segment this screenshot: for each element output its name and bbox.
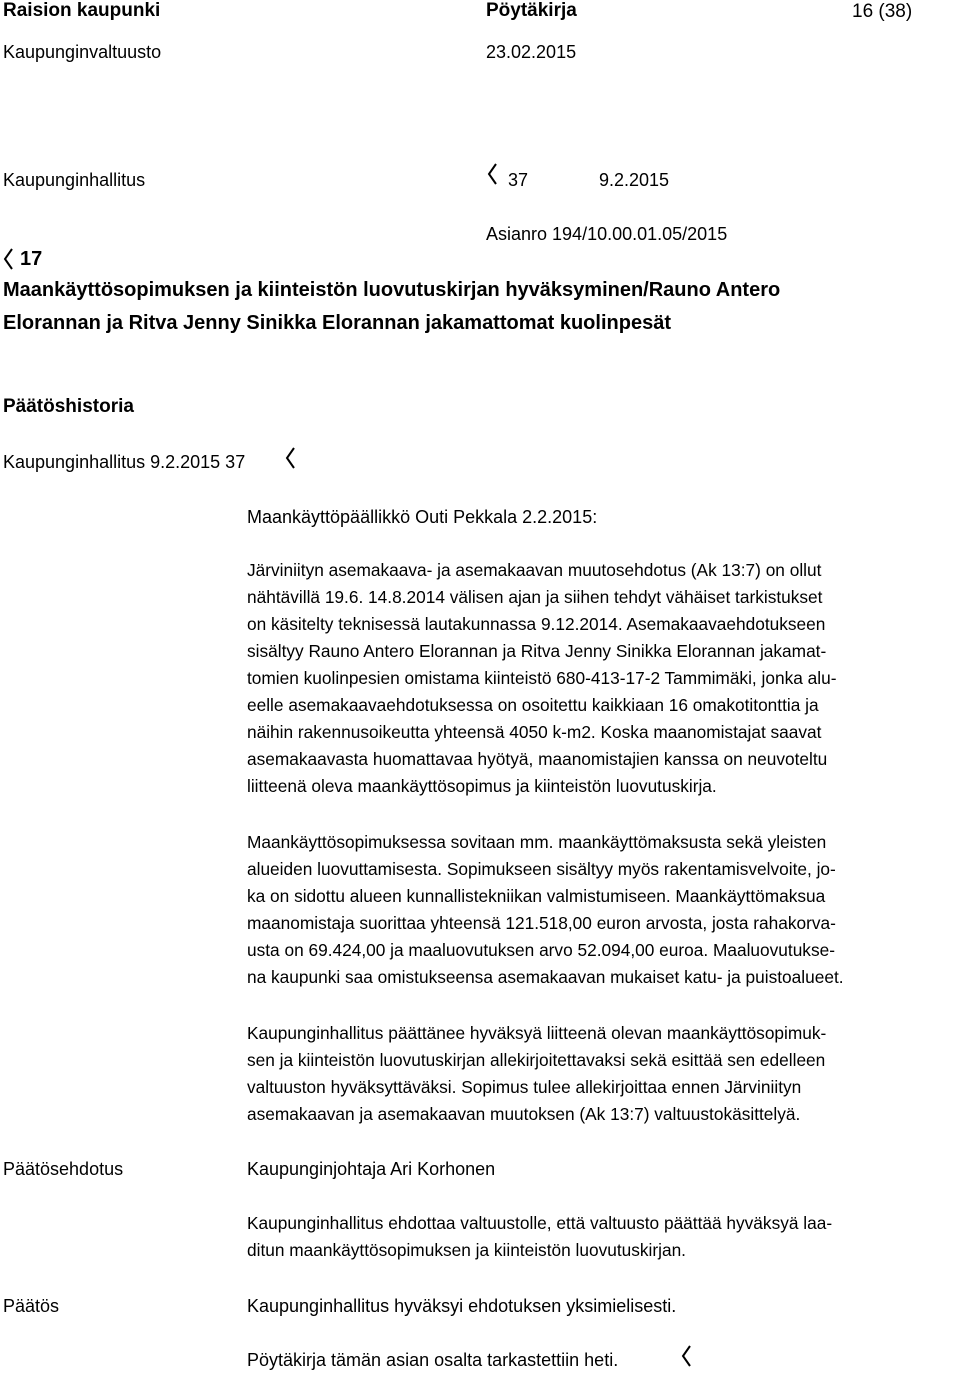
body-name: Kaupunginvaltuusto	[3, 42, 162, 62]
paragraph-line: Järviniityn asemakaava- ja asemakaavan muutosehdotus (Ak 13:7) on ollut	[247, 560, 822, 580]
history-entry: Kaupunginhallitus 9.2.2015 37	[3, 452, 246, 472]
paragraph-line: ka on sidottu alueen kunnallistekniikan valmistumiseen. Maankäyttömaksua	[247, 886, 826, 906]
proposal-proposer: Kaupunginjohtaja Ari Korhonen	[247, 1159, 496, 1179]
reference-date: 9.2.2015	[599, 170, 670, 190]
section-mark-icon	[680, 1342, 694, 1372]
page-number: 16 (38)	[852, 1, 913, 22]
paragraph-line: asemakaavan ja asemakaavan muutoksen (Ak 13:7) valtuustokäsittelyä.	[247, 1104, 801, 1124]
history-preparer: Maankäyttöpäällikkö Outi Pekkala 2.2.2015:	[247, 507, 598, 527]
case-id: Asianro 194/10.00.01.05/2015	[486, 224, 728, 244]
proposal-text	[247, 1210, 832, 1264]
history-paragraph-3	[247, 1020, 826, 1128]
section-mark-icon	[2, 245, 16, 275]
paragraph-line: eelle asemakaavaehdotuksessa on osoitettu kaikkiaan 16 omakotitonttia ja	[247, 695, 819, 715]
paragraph-line: Kaupunginhallitus päättänee hyväksyä liitteenä olevan maankäyttösopimuk-	[247, 1023, 827, 1043]
paragraph-line: sen ja kiinteistön luovutuskirjan allekirjoitettavaksi sekä esittää sen edelleen	[247, 1050, 826, 1070]
item-title-line1: Maankäyttösopimuksen ja kiinteistön luovutuskirjan hyväksyminen/Rauno Antero	[3, 279, 781, 301]
document-type: Pöytäkirja	[486, 0, 577, 21]
history-heading: Päätöshistoria	[3, 396, 134, 417]
paragraph-line: alueiden luovuttamisesta. Sopimukseen sisältyy myös rakentamisvelvoite, jo-	[247, 859, 836, 879]
decision-text: Kaupunginhallitus hyväksyi ehdotuksen yksimielisesti.	[247, 1296, 677, 1316]
item-number: 17	[20, 248, 43, 270]
reference-number: 37	[508, 170, 529, 190]
paragraph-line: valtuuston hyväksyttäväksi. Sopimus tulee allekirjoittaa ennen Järviniityn	[247, 1077, 802, 1097]
history-paragraph-1	[247, 557, 836, 800]
paragraph-line: on käsitelty teknisessä lautakunnassa 9.12.2014. Asemakaavaehdotukseen	[247, 614, 826, 634]
certification-text: Pöytäkirja tämän asian osalta tarkastettiin heti.	[247, 1350, 619, 1370]
section-mark-icon	[486, 160, 500, 190]
paragraph-line: liitteenä oleva maankäyttösopimus ja kiinteistön luovutuskirja.	[247, 776, 717, 796]
paragraph-line: tomien kuolinpesien omistama kiinteistö 680-413-17-2 Tammimäki, jonka alu-	[247, 668, 837, 688]
paragraph-line: usta on 69.424,00 ja maaluovutuksen arvo 52.094,00 euroa. Maaluovutukse-	[247, 940, 835, 960]
meeting-date: 23.02.2015	[486, 42, 577, 62]
paragraph-line: nähtävillä 19.6. 14.8.2014 välisen ajan ja siihen tehdyt vähäiset tarkistukset	[247, 587, 823, 607]
decision-label: Päätös	[3, 1296, 60, 1316]
history-paragraph-2	[247, 829, 844, 991]
paragraph-line: sisältyy Rauno Antero Elorannan ja Ritva Jenny Sinikka Elorannan jakamat-	[247, 641, 827, 661]
item-title-line2: Elorannan ja Ritva Jenny Sinikka Elorannan jakamattomat kuolinpesät	[3, 312, 671, 334]
reference-board: Kaupunginhallitus	[3, 170, 146, 190]
paragraph-line: Kaupunginhallitus ehdottaa valtuustolle, että valtuusto päättää hyväksyä laa-	[247, 1213, 833, 1233]
paragraph-line: ditun maankäyttösopimuksen ja kiinteistön luovutuskirjan.	[247, 1240, 686, 1260]
paragraph-line: näihin rakennusoikeutta yhteensä 4050 k-m2. Koska maanomistajat saavat	[247, 722, 822, 742]
paragraph-line: Maankäyttösopimuksessa sovitaan mm. maankäyttömaksusta sekä yleisten	[247, 832, 827, 852]
organization-name: Raision kaupunki	[3, 0, 161, 21]
paragraph-line: asemakaavasta huomattavaa hyötyä, maanomistajien kanssa on neuvoteltu	[247, 749, 828, 769]
section-mark-icon	[284, 444, 298, 474]
paragraph-line: na kaupunki saa omistukseensa asemakaavan mukaiset katu- ja puistoalueet.	[247, 967, 844, 987]
paragraph-line: maanomistaja suorittaa yhteensä 121.518,00 euron arvosta, josta rahakorva-	[247, 913, 836, 933]
proposal-label: Päätösehdotus	[3, 1159, 124, 1179]
